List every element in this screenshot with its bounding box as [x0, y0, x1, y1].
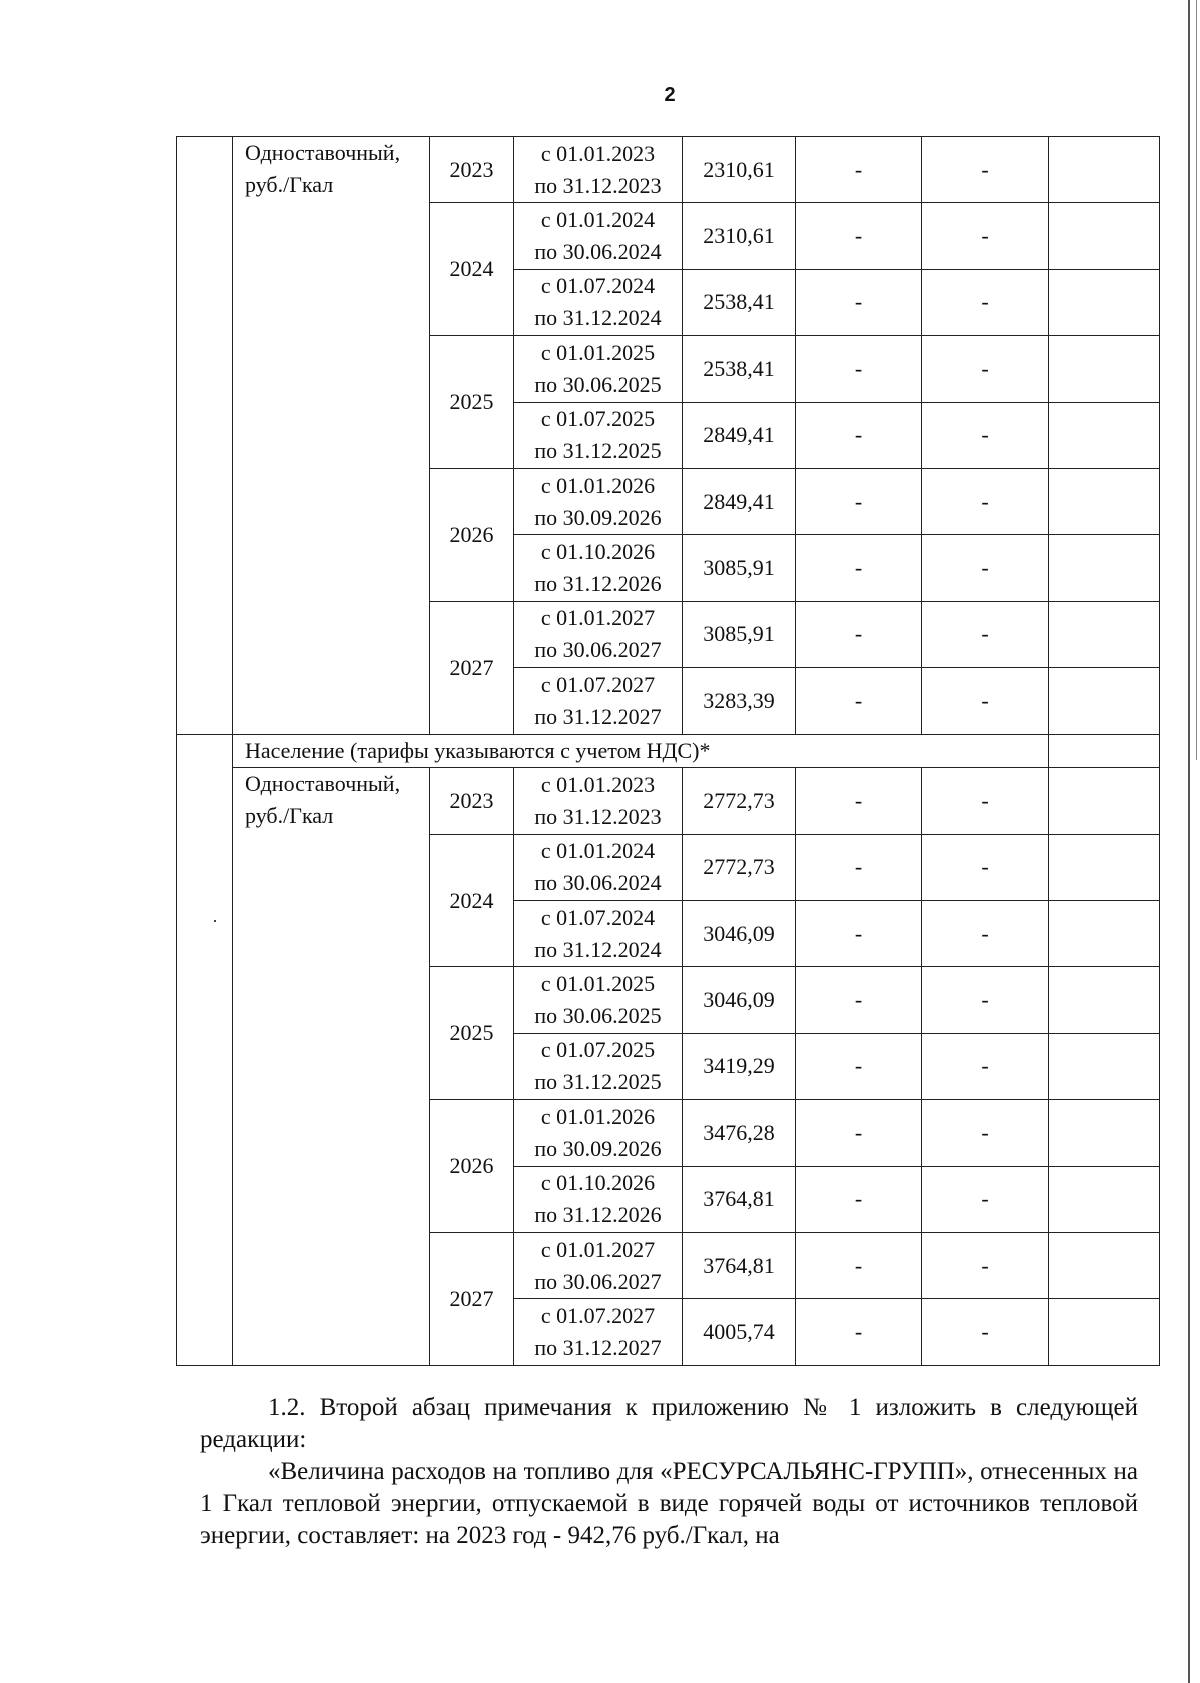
notes-cell	[1049, 734, 1160, 768]
dash-cell: -	[796, 468, 922, 534]
notes-cell	[1049, 601, 1160, 667]
dash-cell: -	[922, 768, 1049, 834]
section-label: Население (тарифы указываются с учетом НДС)*	[233, 734, 1049, 768]
tariff-value: 3476,28	[683, 1100, 796, 1166]
period-cell	[514, 203, 683, 269]
notes-cell	[1049, 402, 1160, 468]
period-from: с 01.10.2026	[540, 1170, 656, 1196]
tariff-value: 2849,41	[683, 402, 796, 468]
dash-cell: -	[796, 768, 922, 834]
period-to: по 31.12.2024	[534, 305, 662, 331]
dash-cell: -	[922, 1166, 1049, 1232]
period-cell	[514, 1299, 683, 1366]
dash-cell: -	[922, 668, 1049, 734]
period-to: по 30.06.2027	[534, 1268, 662, 1294]
year-cell: 2026	[430, 468, 514, 601]
tariff-value: 3085,91	[683, 601, 796, 667]
dash-cell: -	[796, 668, 922, 734]
dash-cell: -	[796, 1100, 922, 1166]
notes-cell	[1049, 1299, 1160, 1366]
period-to: по 31.12.2023	[534, 172, 662, 198]
notes-cell	[1049, 535, 1160, 601]
period-from: с 01.07.2025	[540, 406, 656, 432]
notes-cell	[1049, 768, 1160, 834]
notes-cell	[1049, 967, 1160, 1033]
year-cell: 2027	[430, 1232, 514, 1365]
scan-edge-line-secondary	[1196, 0, 1197, 760]
dash-cell: -	[922, 203, 1049, 269]
period-cell	[514, 967, 683, 1033]
dash-cell: -	[796, 402, 922, 468]
period-from: с 01.07.2024	[540, 273, 656, 299]
notes-cell	[1049, 137, 1160, 203]
period-cell	[514, 834, 683, 900]
notes-cell	[1049, 269, 1160, 335]
dash-cell: -	[796, 967, 922, 1033]
row-number-cell	[177, 734, 233, 1365]
notes-cell	[1049, 901, 1160, 967]
tariff-value: 3764,81	[683, 1166, 796, 1232]
period-cell	[514, 535, 683, 601]
notes-cell	[1049, 1100, 1160, 1166]
period-to: по 30.06.2024	[534, 239, 662, 265]
notes-cell	[1049, 1033, 1160, 1099]
period-from: с 01.01.2024	[540, 838, 656, 864]
period-cell	[514, 137, 683, 203]
dash-cell: -	[922, 1033, 1049, 1099]
period-to: по 30.06.2027	[534, 637, 662, 663]
dash-cell: -	[796, 1299, 922, 1366]
period-to: по 31.12.2023	[534, 803, 662, 829]
notes-cell	[1049, 1232, 1160, 1298]
tariff-value: 2849,41	[683, 468, 796, 534]
period-cell	[514, 336, 683, 402]
period-cell	[514, 601, 683, 667]
period-from: с 01.01.2024	[540, 207, 656, 233]
dash-cell: -	[922, 1299, 1049, 1366]
tariff-category: Одноставочный, руб./Гкал	[233, 137, 430, 735]
tariff-value: 3046,09	[683, 901, 796, 967]
period-cell	[514, 1033, 683, 1099]
dash-cell: -	[922, 967, 1049, 1033]
dash-cell: -	[922, 269, 1049, 335]
dash-cell: -	[796, 1033, 922, 1099]
tariff-value: 2772,73	[683, 768, 796, 834]
table-row	[177, 137, 1160, 203]
dash-cell: -	[922, 336, 1049, 402]
dash-cell: -	[796, 137, 922, 203]
dash-cell: -	[796, 336, 922, 402]
period-to: по 30.06.2024	[534, 870, 662, 896]
period-to: по 30.09.2026	[534, 1135, 662, 1161]
period-cell	[514, 668, 683, 734]
page-number: 2	[664, 84, 676, 106]
row-number-cell	[177, 137, 233, 735]
tariff-value: 2310,61	[683, 137, 796, 203]
year-cell: 2024	[430, 203, 514, 336]
dash-cell: -	[922, 601, 1049, 667]
period-from: с 01.10.2026	[540, 539, 656, 565]
period-to: по 30.09.2026	[534, 504, 662, 530]
year-cell: 2026	[430, 1100, 514, 1233]
dash-cell: -	[922, 535, 1049, 601]
period-cell	[514, 1100, 683, 1166]
period-from: с 01.01.2027	[540, 605, 656, 631]
year-cell: 2025	[430, 336, 514, 469]
period-to: по 31.12.2026	[534, 1202, 662, 1228]
period-from: с 01.01.2023	[540, 771, 656, 797]
period-from: с 01.01.2023	[540, 140, 656, 166]
dash-cell: -	[796, 1232, 922, 1298]
period-cell	[514, 402, 683, 468]
period-from: с 01.07.2025	[540, 1037, 656, 1063]
period-from: с 01.07.2027	[540, 671, 656, 697]
year-cell: 2024	[430, 834, 514, 967]
dash-cell: -	[922, 468, 1049, 534]
tariff-table	[176, 136, 1160, 1366]
dash-cell: -	[922, 1100, 1049, 1166]
period-to: по 31.12.2024	[534, 936, 662, 962]
period-from: с 01.01.2027	[540, 1236, 656, 1262]
dash-cell: -	[796, 203, 922, 269]
tariff-value: 3283,39	[683, 668, 796, 734]
tariff-value: 2538,41	[683, 336, 796, 402]
notes-cell	[1049, 336, 1160, 402]
period-cell	[514, 468, 683, 534]
period-cell	[514, 768, 683, 834]
period-to: по 31.12.2026	[534, 571, 662, 597]
tariff-value: 2772,73	[683, 834, 796, 900]
period-from: с 01.01.2026	[540, 1103, 656, 1129]
period-from: с 01.07.2024	[540, 904, 656, 930]
year-cell: 2027	[430, 601, 514, 734]
dash-cell: -	[796, 269, 922, 335]
period-cell	[514, 1232, 683, 1298]
tariff-value: 3419,29	[683, 1033, 796, 1099]
dash-cell: -	[922, 402, 1049, 468]
period-from: с 01.01.2026	[540, 472, 656, 498]
dash-cell: -	[796, 834, 922, 900]
scan-speck	[214, 920, 216, 922]
section-row	[177, 734, 1160, 768]
dash-cell: -	[922, 137, 1049, 203]
dash-cell: -	[922, 1232, 1049, 1298]
period-to: по 30.06.2025	[534, 1003, 662, 1029]
period-from: с 01.07.2027	[540, 1303, 656, 1329]
year-cell: 2025	[430, 967, 514, 1100]
dash-cell: -	[796, 1166, 922, 1232]
notes-cell	[1049, 834, 1160, 900]
year-cell: 2023	[430, 768, 514, 834]
dash-cell: -	[922, 901, 1049, 967]
paragraph-1-2: 1.2. Второй абзац примечания к приложению № 1 изложить в следующей редакции:	[200, 1394, 1138, 1453]
notes-cell	[1049, 468, 1160, 534]
dash-cell: -	[796, 535, 922, 601]
period-to: по 31.12.2025	[534, 1069, 662, 1095]
period-from: с 01.01.2025	[540, 339, 656, 365]
dash-cell: -	[796, 901, 922, 967]
tariff-value: 3085,91	[683, 535, 796, 601]
period-cell	[514, 901, 683, 967]
period-to: по 31.12.2027	[534, 703, 662, 729]
notes-cell	[1049, 1166, 1160, 1232]
tariff-value: 2538,41	[683, 269, 796, 335]
dash-cell: -	[922, 834, 1049, 900]
period-cell	[514, 269, 683, 335]
period-to: по 31.12.2027	[534, 1335, 662, 1361]
tariff-value: 3046,09	[683, 967, 796, 1033]
paragraph-quote: «Величина расходов на топливо для «РЕСУРСАЛЬЯНС-ГРУПП», отнесенных на 1 Гкал тепловой энергии, отпускаемой в виде горячей воды от источников тепловой энергии, составляет: на 2023 год - 942,76 руб./Гкал, на	[200, 1458, 1138, 1549]
tariff-value: 4005,74	[683, 1299, 796, 1366]
period-cell	[514, 1166, 683, 1232]
table-row	[177, 768, 1160, 834]
tariff-category: Одноставочный, руб./Гкал	[233, 768, 430, 1366]
dash-cell: -	[796, 601, 922, 667]
tariff-value: 2310,61	[683, 203, 796, 269]
tariff-value: 3764,81	[683, 1232, 796, 1298]
period-to: по 30.06.2025	[534, 371, 662, 397]
notes-cell	[1049, 203, 1160, 269]
period-from: с 01.01.2025	[540, 971, 656, 997]
year-cell: 2023	[430, 137, 514, 203]
period-to: по 31.12.2025	[534, 438, 662, 464]
notes-cell	[1049, 668, 1160, 734]
scan-edge-line	[1188, 0, 1190, 1683]
